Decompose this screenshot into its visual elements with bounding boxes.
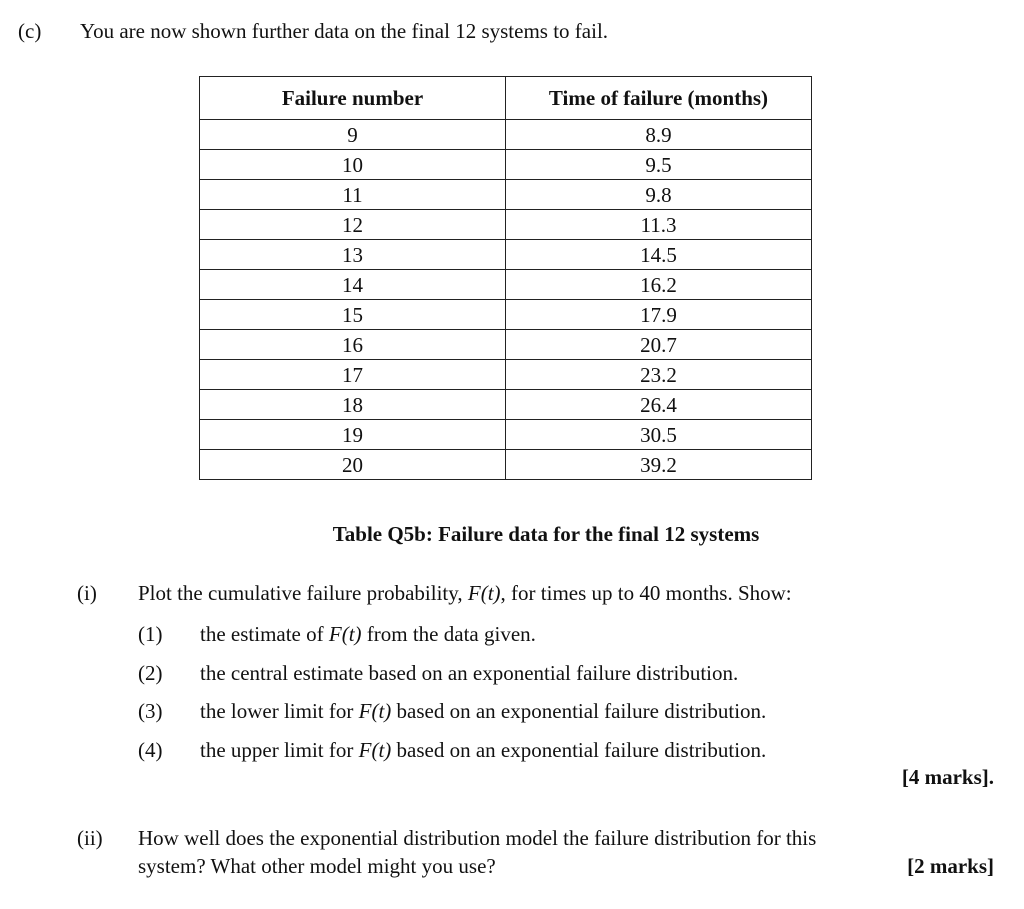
table-row — [200, 360, 812, 390]
part-ii-label: (ii) — [77, 826, 103, 850]
list-item-number: (4) — [138, 738, 163, 762]
cell-time-of-failure: 39.2 — [506, 450, 812, 480]
part-i-intro-before: Plot the cumulative failure probability, — [138, 581, 468, 605]
table-row — [200, 120, 812, 150]
table-row — [200, 240, 812, 270]
list-item-after: from the data given. — [361, 622, 536, 646]
part-i-intro — [138, 581, 792, 606]
cell-failure-number: 19 — [200, 420, 506, 450]
list-item-func: F(t) — [358, 738, 392, 762]
question-label: (c) — [18, 19, 42, 43]
list-item-number: (2) — [138, 661, 163, 685]
cell-failure-number: 14 — [200, 270, 506, 300]
list-item-text — [200, 699, 766, 724]
cell-time-of-failure: 11.3 — [506, 210, 812, 240]
table-caption — [0, 522, 1024, 547]
table-row — [200, 420, 812, 450]
cell-failure-number: 16 — [200, 330, 506, 360]
cell-time-of-failure: 8.9 — [506, 120, 812, 150]
table-row — [200, 300, 812, 330]
cell-time-of-failure: 9.8 — [506, 180, 812, 210]
header-failure-number: Failure number — [200, 77, 506, 120]
list-item-before: the upper limit for — [200, 738, 359, 762]
failure-data-table — [199, 76, 812, 480]
table-row — [200, 390, 812, 420]
cell-failure-number: 13 — [200, 240, 506, 270]
header-time-of-failure: Time of failure (months) — [506, 77, 812, 120]
cell-failure-number: 11 — [200, 180, 506, 210]
cell-time-of-failure: 17.9 — [506, 300, 812, 330]
cell-failure-number: 17 — [200, 360, 506, 390]
list-item-func: F(t) — [358, 699, 392, 723]
cell-time-of-failure: 23.2 — [506, 360, 812, 390]
list-item-text — [200, 738, 766, 763]
table-row — [200, 150, 812, 180]
part-i-intro-func: F(t) — [467, 581, 501, 605]
cell-failure-number: 18 — [200, 390, 506, 420]
cell-time-of-failure: 9.5 — [506, 150, 812, 180]
cell-time-of-failure: 20.7 — [506, 330, 812, 360]
cell-time-of-failure: 30.5 — [506, 420, 812, 450]
cell-failure-number: 9 — [200, 120, 506, 150]
cell-time-of-failure: 26.4 — [506, 390, 812, 420]
table-caption-text: Table Q5b: Failure data for the final 12 systems — [332, 522, 760, 546]
list-item-text — [200, 661, 738, 686]
part-ii-text-line1: How well does the exponential distribution model the failure distribution for this — [138, 826, 817, 850]
question-text: You are now shown further data on the final 12 systems to fail. — [80, 19, 609, 43]
table-row — [200, 330, 812, 360]
list-item-func: F(t) — [328, 622, 362, 646]
list-item-number: (1) — [138, 622, 163, 646]
table-row — [200, 270, 812, 300]
cell-time-of-failure: 16.2 — [506, 270, 812, 300]
cell-failure-number: 20 — [200, 450, 506, 480]
part-i-label: (i) — [77, 581, 97, 605]
table-row — [200, 450, 812, 480]
part-ii-text-line2: system? What other model might you use? — [138, 854, 496, 878]
list-item-before: the lower limit for — [200, 699, 359, 723]
list-item-before: the estimate of — [200, 622, 329, 646]
list-item-after: based on an exponential failure distribution. — [391, 699, 767, 723]
part-ii-marks: [2 marks] — [907, 854, 994, 878]
part-i-intro-after: , for times up to 40 months. Show: — [500, 581, 792, 605]
list-item-text — [200, 622, 536, 647]
table-body — [200, 120, 812, 480]
table-row — [200, 180, 812, 210]
list-item-before: the central estimate based on an exponential failure distribution. — [200, 661, 739, 685]
cell-failure-number: 10 — [200, 150, 506, 180]
table-header-row — [200, 77, 812, 120]
cell-failure-number: 12 — [200, 210, 506, 240]
list-item-after: based on an exponential failure distribution. — [391, 738, 767, 762]
table-row — [200, 210, 812, 240]
cell-failure-number: 15 — [200, 300, 506, 330]
cell-time-of-failure: 14.5 — [506, 240, 812, 270]
part-i-marks: [4 marks]. — [901, 765, 994, 789]
list-item-number: (3) — [138, 699, 163, 723]
